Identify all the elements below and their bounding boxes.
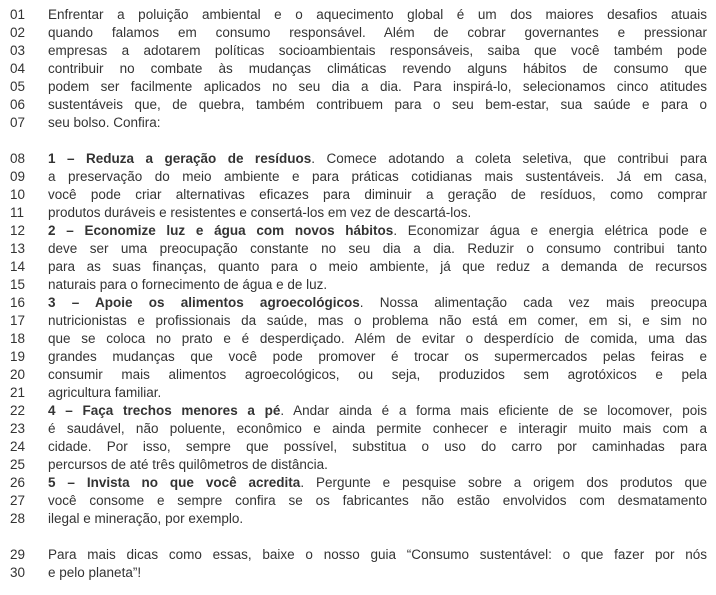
text-line [10, 330, 707, 348]
line-number: 26 [10, 475, 26, 490]
line-number: 30 [10, 565, 26, 580]
line-number: 15 [10, 277, 26, 292]
line-text: 3 – Apoie os alimentos agroecológicos. Nossa alimentação cada vez mais preocupa [48, 295, 707, 310]
line-text: contribuir no combate às mudanças climáticas revendo alguns hábitos de consumo que [48, 61, 707, 76]
text-line [10, 294, 707, 312]
line-text: você consome e sempre confira se os fabricantes não estão envolvidos com desmatamento [48, 493, 707, 508]
line-text: 4 – Faça trechos menores a pé. Andar ainda é a forma mais eficiente de se locomover, pois [48, 403, 707, 418]
text-line [10, 6, 707, 24]
text-line [10, 240, 707, 258]
text-line [10, 420, 707, 438]
text-line [10, 60, 707, 78]
line-number: 03 [10, 43, 26, 58]
line-number: 23 [10, 421, 26, 436]
line-text: quando falamos em consumo responsável. Além de cobrar governantes e pressionar [48, 25, 707, 40]
line-number: 27 [10, 493, 26, 508]
line-number: 06 [10, 97, 26, 112]
line-text: Enfrentar a poluição ambiental e o aquecimento global é um dos maiores desafios atuais [48, 7, 707, 22]
line-text: que se coloca no prato e é desperdiçado. Além de evitar o desperdício de comida, uma das [48, 331, 707, 346]
text-line [10, 96, 707, 114]
line-number: 04 [10, 61, 26, 76]
text-line [10, 24, 707, 42]
line-number: 29 [10, 547, 26, 562]
text-line [10, 42, 707, 60]
line-text: grandes mudanças que você pode promover é trocar os supermercados pelas feiras e [48, 349, 707, 364]
line-number: 20 [10, 367, 26, 382]
text-body [10, 6, 707, 582]
line-number: 07 [10, 115, 26, 130]
line-number: 14 [10, 259, 26, 274]
line-number: 28 [10, 511, 26, 526]
line-text-bold-heading: 4 – Faça trechos menores a pé [48, 403, 281, 418]
text-line [10, 204, 707, 222]
line-text: empresas a adotarem políticas socioambientais responsáveis, saiba que você também pode [48, 43, 707, 58]
line-text: você pode criar alternativas eficazes para diminuir a geração de resíduos, como comprar [48, 187, 707, 202]
text-line [10, 546, 707, 564]
text-line [10, 276, 707, 294]
line-number: 25 [10, 457, 26, 472]
line-text-bold-heading: 5 – Invista no que você acredita [48, 475, 301, 490]
line-text: agricultura familiar. [48, 385, 162, 400]
line-number: 16 [10, 295, 26, 310]
text-line [10, 438, 707, 456]
line-number: 22 [10, 403, 26, 418]
line-text: para as suas finanças, quanto para o meio ambiente, já que reduz a demanda de recursos [48, 259, 707, 274]
line-number: 09 [10, 169, 26, 184]
text-line [10, 78, 707, 96]
line-text: percursos de até três quilômetros de distância. [48, 457, 328, 472]
line-number: 19 [10, 349, 26, 364]
line-number: 21 [10, 385, 26, 400]
line-text: cidade. Por isso, sempre que possível, substitua o uso do carro por caminhadas para [48, 439, 707, 454]
line-number: 24 [10, 439, 26, 454]
line-text: podem ser facilmente aplicados no seu dia a dia. Para inspirá-lo, selecionamos cinco atitudes [48, 79, 707, 94]
text-line [10, 366, 707, 384]
text-line [10, 456, 707, 474]
line-text: deve ser uma preocupação constante no seu dia a dia. Reduzir o consumo contribui tanto [48, 241, 707, 256]
text-line [10, 492, 707, 510]
text-line [10, 312, 707, 330]
line-text: naturais para o fornecimento de água e de luz. [48, 277, 328, 292]
line-number: 10 [10, 187, 26, 202]
line-number: 08 [10, 151, 26, 166]
line-text: e pelo planeta”! [48, 565, 142, 580]
line-text: 5 – Invista no que você acredita. Pergunte e pesquise sobre a origem dos produtos que [48, 475, 707, 490]
line-number: 11 [10, 205, 25, 220]
line-text: 2 – Economize luz e água com novos hábitos. Economizar água e energia elétrica pode e [48, 223, 707, 238]
line-number: 12 [10, 223, 26, 238]
text-line [10, 474, 707, 492]
text-line [10, 114, 707, 132]
line-number: 02 [10, 25, 26, 40]
line-text: Para mais dicas como essas, baixe o nosso guia “Consumo sustentável: o que fazer por nós [48, 547, 707, 562]
line-number: 01 [10, 7, 26, 22]
line-text: a preservação do meio ambiente e para práticas cotidianas mais sustentáveis. Já em casa, [48, 169, 707, 184]
line-text-bold-heading: 2 – Economize luz e água com novos hábitos [48, 223, 394, 238]
text-line [10, 168, 707, 186]
text-line [10, 564, 707, 582]
text-line [10, 348, 707, 366]
line-text: ilegal e mineração, por exemplo. [48, 511, 244, 526]
text-line [10, 384, 707, 402]
text-line [10, 150, 707, 168]
line-text: seu bolso. Confira: [48, 115, 161, 130]
text-line [10, 510, 707, 528]
line-text: sustentáveis que, de quebra, também contribuem para o seu bem-estar, sua saúde e para o [48, 97, 707, 112]
line-text: é saudável, não poluente, econômico e ainda permite conhecer e interagir muito mais com a [48, 421, 707, 436]
line-text-bold-heading: 1 – Reduza a geração de resíduos [48, 151, 312, 166]
text-line [10, 222, 707, 240]
line-text: produtos duráveis e resistentes e consertá-los em vez de descartá-los. [48, 205, 472, 220]
text-line [10, 258, 707, 276]
line-number: 17 [10, 313, 26, 328]
line-number: 18 [10, 331, 26, 346]
line-text: 1 – Reduza a geração de resíduos. Comece adotando a coleta seletiva, que contribui para [48, 151, 708, 166]
text-line [10, 186, 707, 204]
line-text-bold-heading: 3 – Apoie os alimentos agroecológicos [48, 295, 360, 310]
line-number: 13 [10, 241, 26, 256]
line-text: nutricionistas e profissionais da saúde, mas o problema não está em comer, em si, e sim no [48, 313, 707, 328]
line-text: consumir mais alimentos agroecológicos, ou seja, produzidos sem agrotóxicos e pela [48, 367, 707, 382]
text-line [10, 402, 707, 420]
line-number: 05 [10, 79, 26, 94]
